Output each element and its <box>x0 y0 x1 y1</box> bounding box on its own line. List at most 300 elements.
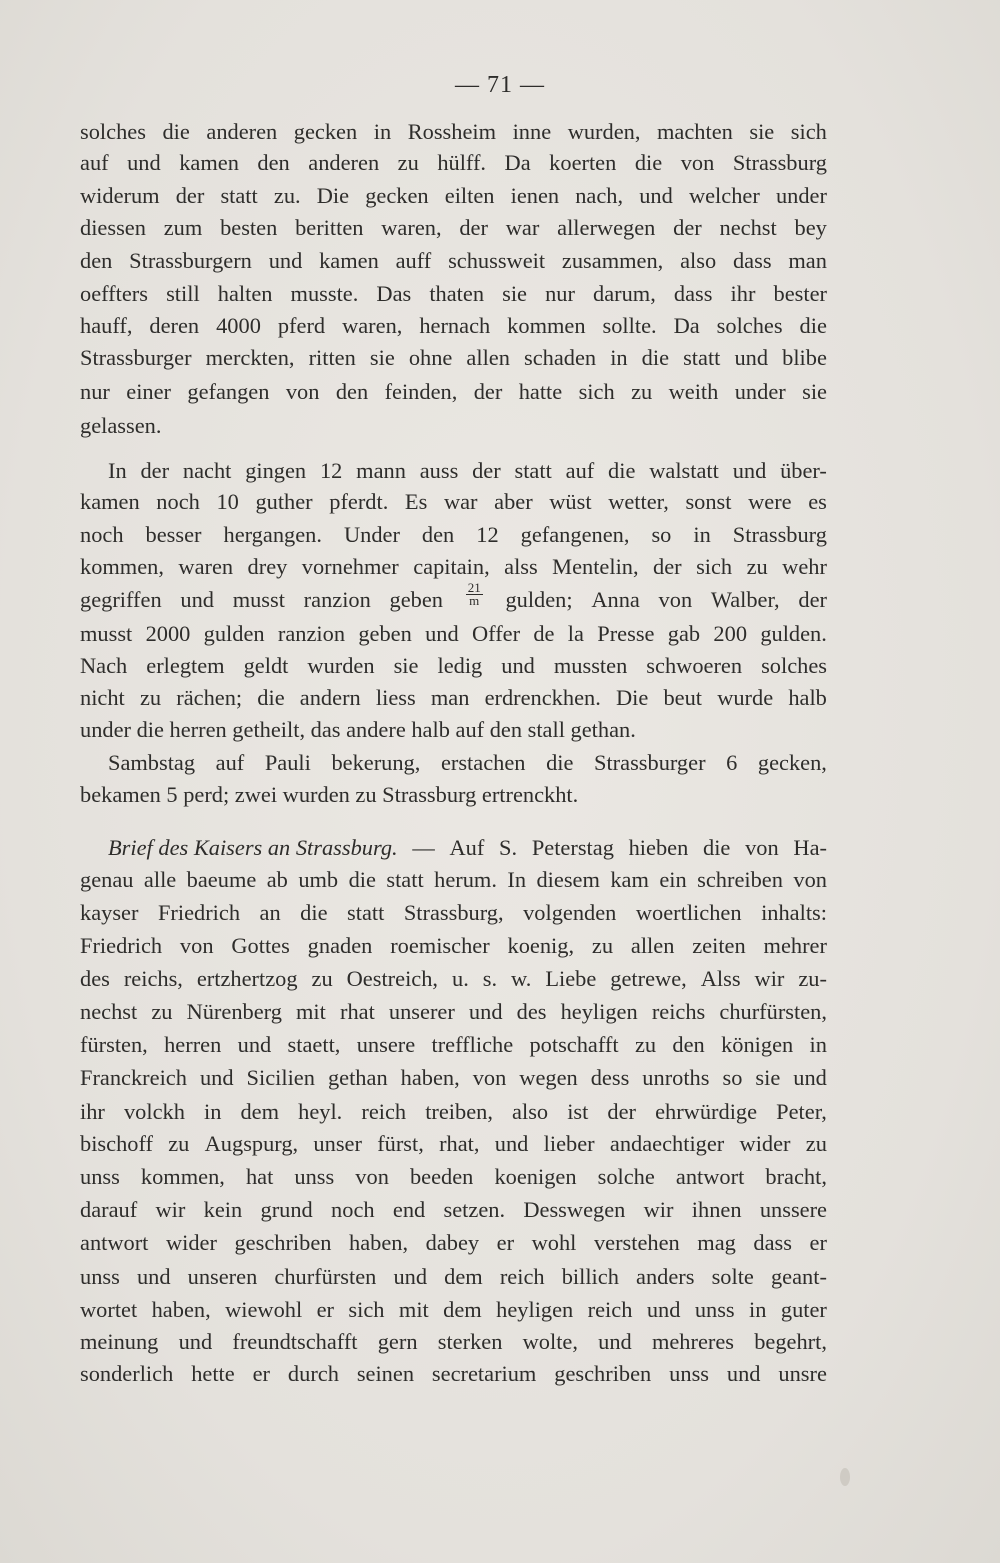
text-segment: begehrt, <box>754 1329 827 1354</box>
text-segment: er <box>809 1230 827 1255</box>
text-segment: volgenden <box>523 900 617 925</box>
text-segment: heyligen <box>496 1297 574 1322</box>
text-segment: 10 <box>216 489 239 514</box>
text-segment: setzen. <box>443 1197 506 1222</box>
text-segment: nacht <box>182 458 232 483</box>
text-segment: waren <box>178 554 234 579</box>
text-segment: den <box>257 150 290 175</box>
text-segment: unser <box>313 1131 362 1156</box>
text-segment: der <box>798 587 827 612</box>
text-segment: Die <box>316 183 350 208</box>
text-segment: der <box>673 215 702 240</box>
text-segment: drey <box>247 554 288 579</box>
text-line <box>80 1227 827 1259</box>
text-segment: solche <box>597 1164 655 1189</box>
text-segment: 12 <box>476 522 499 547</box>
text-segment: dass <box>753 1230 792 1255</box>
text-segment: end <box>392 1197 426 1222</box>
fraction-denominator: m <box>469 593 480 608</box>
text-segment: kamen <box>80 489 140 514</box>
text-segment: dem <box>443 1297 482 1322</box>
text-segment: pferd <box>277 313 326 338</box>
text-segment: dass <box>673 281 713 306</box>
text-segment: geschriben <box>554 1361 652 1386</box>
text-segment: herum. <box>434 867 497 892</box>
text-segment: und <box>734 345 769 370</box>
text-segment: zu <box>397 150 419 175</box>
text-segment: anderen <box>206 119 278 144</box>
text-segment: gefangen <box>187 379 270 404</box>
text-segment: still <box>166 281 200 306</box>
text-segment: Auf <box>449 835 485 860</box>
text-line <box>80 996 827 1028</box>
text-line <box>80 618 827 650</box>
text-segment: treiben, <box>425 1099 493 1124</box>
text-segment: Sambstag <box>108 750 196 775</box>
text-segment: hernach <box>419 313 491 338</box>
text-segment: unss <box>294 1164 335 1189</box>
text-segment: schreiben <box>697 867 783 892</box>
text-segment: getrewe, <box>610 966 687 991</box>
text-segment: statt <box>514 458 552 483</box>
text-line: bekamen 5 perd; zwei wurden zu Strassburg ertrenckht. <box>80 782 579 807</box>
text-segment: thaten <box>429 281 485 306</box>
text-segment: hauff, <box>80 313 133 338</box>
text-segment: wir <box>754 966 785 991</box>
text-segment: sie <box>802 379 827 404</box>
text-segment: wider <box>165 1230 217 1255</box>
text-segment: bischoff <box>80 1131 153 1156</box>
text-segment: sie <box>393 653 419 678</box>
text-segment: er <box>496 1230 515 1255</box>
text-segment: gefangenen, <box>520 522 630 547</box>
text-segment: ritten <box>308 345 356 370</box>
text-segment: reich <box>361 1099 407 1124</box>
text-segment: geben <box>389 587 443 612</box>
text-segment: widerum <box>80 183 160 208</box>
text-segment: und <box>425 621 459 646</box>
text-segment: hergangen. <box>223 522 322 547</box>
text-segment: statt <box>347 900 385 925</box>
text-segment: von <box>745 835 779 860</box>
text-segment: reichs <box>651 999 706 1024</box>
text-segment: allen <box>630 933 675 958</box>
text-segment: und <box>268 248 303 273</box>
text-segment: Anna <box>591 587 640 612</box>
text-line <box>80 180 827 212</box>
text-segment: die <box>634 150 663 175</box>
text-segment: oeffters <box>80 281 148 306</box>
text-line <box>80 1128 827 1160</box>
text-segment: wohl <box>531 1230 577 1255</box>
text-line <box>80 1261 827 1293</box>
text-segment: antwort <box>675 1164 745 1189</box>
text-segment: solches <box>80 119 146 144</box>
text-segment: gethan <box>327 1065 388 1090</box>
text-segment: pferdt. <box>329 489 389 514</box>
text-segment: darauf <box>80 1197 138 1222</box>
text-segment: die <box>641 345 670 370</box>
text-segment: Presse <box>597 621 655 646</box>
text-segment: s. <box>482 966 498 991</box>
text-segment: Friedrich <box>157 900 241 925</box>
text-segment: Peterstag <box>531 835 614 860</box>
text-segment: von <box>285 379 320 404</box>
text-segment: gecken <box>365 183 429 208</box>
text-segment: musst <box>232 587 285 612</box>
text-segment: koenig, <box>507 933 575 958</box>
text-segment: rächen; <box>176 685 243 710</box>
text-segment: Offer <box>471 621 521 646</box>
text-segment: schussweit <box>448 248 546 273</box>
text-segment: unss <box>669 1361 709 1386</box>
text-line: gelassen. <box>80 413 162 438</box>
fraction-numerator: 21 <box>467 580 481 595</box>
text-segment: der <box>140 458 170 483</box>
text-segment: secretarium <box>431 1361 537 1386</box>
text-segment: und <box>793 1065 827 1090</box>
text-segment: antwort <box>80 1230 149 1255</box>
text-segment: capitain, <box>413 554 490 579</box>
text-segment: sterken <box>437 1329 503 1354</box>
text-segment: es <box>808 489 827 514</box>
text-segment: halb <box>788 685 827 710</box>
text-segment: musst <box>80 621 133 646</box>
text-segment: den <box>672 1032 705 1057</box>
text-segment: der <box>175 183 205 208</box>
text-segment: Peter, <box>776 1099 827 1124</box>
text-segment: solches <box>761 653 827 678</box>
text-segment: welcher <box>688 183 760 208</box>
text-segment: la <box>567 621 584 646</box>
text-segment: Strassburg <box>732 150 827 175</box>
text-segment: schaden <box>524 345 597 370</box>
text-segment: Strassburger <box>594 750 706 775</box>
text-segment: hülff. <box>437 150 487 175</box>
text-segment: er <box>316 1297 335 1322</box>
text-segment: der <box>459 215 488 240</box>
text-line <box>80 930 827 962</box>
text-segment: man <box>430 685 470 710</box>
text-line <box>80 963 827 995</box>
text-segment: ranzion <box>277 621 346 646</box>
text-segment: anderen <box>308 150 380 175</box>
text-segment: wolte, <box>522 1329 578 1354</box>
text-segment: potschafft <box>529 1032 619 1057</box>
text-segment: die <box>257 685 285 710</box>
text-segment: roemischer <box>390 933 490 958</box>
text-line <box>80 342 827 374</box>
text-segment: den <box>335 379 369 404</box>
text-segment: Nach <box>80 653 128 678</box>
text-segment: einer <box>126 379 171 404</box>
text-segment: darum, <box>593 281 656 306</box>
text-segment: besten <box>220 215 278 240</box>
text-segment: war <box>505 215 540 240</box>
text-segment: waren, <box>342 313 403 338</box>
text-segment: und <box>732 458 767 483</box>
text-segment: noch <box>80 522 124 547</box>
text-segment: volckh <box>123 1099 185 1124</box>
text-segment: anders <box>636 1264 695 1289</box>
text-segment: waren, <box>381 215 442 240</box>
text-segment: koerten <box>549 150 617 175</box>
text-segment: in <box>693 522 711 547</box>
text-segment: nechst <box>80 999 138 1024</box>
text-segment: wider <box>739 1131 791 1156</box>
text-segment: wegen <box>519 1065 578 1090</box>
text-segment: der <box>653 554 682 579</box>
text-segment: churfürsten <box>274 1264 377 1289</box>
text-line <box>80 212 827 244</box>
text-segment: guther <box>255 489 313 514</box>
text-segment: bester <box>773 281 827 306</box>
text-line <box>80 580 827 616</box>
text-segment: herren <box>164 1032 222 1057</box>
text-segment: reich <box>499 1264 545 1289</box>
text-segment: man <box>788 248 827 273</box>
text-segment: statt <box>683 345 721 370</box>
text-segment: Under <box>343 522 400 547</box>
text-segment: der <box>473 379 503 404</box>
text-segment: den <box>80 248 113 273</box>
text-segment: so <box>651 522 672 547</box>
text-segment: liess <box>375 685 416 710</box>
text-segment: unssere <box>759 1197 827 1222</box>
text-segment: sie <box>749 119 775 144</box>
text-segment: und <box>646 1297 681 1322</box>
text-segment: gulden; <box>505 587 573 612</box>
text-segment: und <box>501 653 535 678</box>
text-segment: in <box>610 345 628 370</box>
text-segment: von <box>793 867 827 892</box>
text-segment: und <box>199 1065 234 1090</box>
text-segment: alle <box>143 867 177 892</box>
text-line <box>80 1161 827 1193</box>
text-segment: wüst <box>549 489 592 514</box>
text-segment: die <box>799 313 827 338</box>
text-segment: beritten <box>295 215 364 240</box>
text-segment: den <box>421 522 455 547</box>
text-segment: zu <box>591 933 614 958</box>
text-segment: von <box>355 1164 389 1189</box>
text-segment: gnaden <box>307 933 373 958</box>
text-segment: halten <box>217 281 273 306</box>
text-segment: auf <box>215 750 245 775</box>
text-segment: andaechtiger <box>609 1131 725 1156</box>
text-segment: unsre <box>778 1361 827 1386</box>
text-segment: ienen <box>510 183 560 208</box>
text-segment: unsere <box>356 1032 416 1057</box>
text-segment: w. <box>511 966 532 991</box>
text-line <box>80 1326 827 1358</box>
text-segment: gulden. <box>760 621 827 646</box>
text-line <box>80 1096 827 1128</box>
text-segment: under <box>734 379 786 404</box>
text-segment: und <box>393 1264 428 1289</box>
text-segment: gecken, <box>757 750 827 775</box>
text-segment: königen <box>721 1032 794 1057</box>
text-segment: weith <box>668 379 719 404</box>
text-segment: unroths <box>642 1065 710 1090</box>
text-segment: merckten, <box>205 345 295 370</box>
text-line <box>80 1358 827 1390</box>
text-segment: ab <box>266 867 288 892</box>
text-segment: Liebe <box>545 966 597 991</box>
text-segment: und <box>468 999 503 1024</box>
text-segment: sonst <box>685 489 732 514</box>
text-segment: ertzhertzog <box>196 966 298 991</box>
text-line <box>80 682 827 714</box>
text-line <box>80 1062 827 1094</box>
text-segment: guter <box>780 1297 827 1322</box>
text-segment: bracht, <box>765 1164 827 1189</box>
text-segment: 2000 <box>145 621 191 646</box>
text-segment: rhat <box>339 999 375 1024</box>
text-segment: under <box>775 183 827 208</box>
text-segment: sie <box>502 281 527 306</box>
text-segment: Es <box>404 489 428 514</box>
text-segment: kayser <box>80 900 139 925</box>
text-line <box>80 519 827 551</box>
text-line <box>80 864 827 896</box>
text-segment: Friedrich <box>80 933 163 958</box>
text-segment: ihr <box>730 281 756 306</box>
text-segment: hette <box>191 1361 235 1386</box>
text-segment: in <box>373 119 392 144</box>
text-segment: Da <box>504 150 531 175</box>
text-segment: diesem <box>536 867 600 892</box>
text-segment: rhat, <box>439 1131 480 1156</box>
text-segment: sollte. <box>602 313 657 338</box>
text-segment: freundtschafft <box>232 1329 358 1354</box>
text-segment: aber <box>494 489 533 514</box>
text-segment: unss <box>694 1297 735 1322</box>
text-segment: die <box>608 458 636 483</box>
text-segment: geschriben <box>234 1230 332 1255</box>
text-segment: des <box>516 999 547 1024</box>
text-segment: bey <box>794 215 827 240</box>
text-segment: durch <box>287 1361 339 1386</box>
text-segment: schwoeren <box>646 653 743 678</box>
text-segment: war <box>443 489 478 514</box>
text-segment: ihnen <box>691 1197 742 1222</box>
text-segment: sich <box>348 1297 385 1322</box>
text-segment: zu- <box>798 966 827 991</box>
text-segment: über- <box>780 458 827 483</box>
text-segment: haben, <box>151 1297 211 1322</box>
text-segment: die <box>162 119 190 144</box>
text-segment: Sicilien <box>246 1065 315 1090</box>
text-segment: von <box>472 1065 507 1090</box>
text-segment: dess <box>590 1065 630 1090</box>
text-segment: sich <box>578 379 615 404</box>
text-line <box>80 310 827 342</box>
text-segment: und <box>598 1329 632 1354</box>
text-line: under die herren getheilt, das andere halb auf den stall gethan. <box>80 717 636 742</box>
section-heading: Brief des Kaisers an Strassburg. <box>108 835 398 860</box>
text-segment: grund <box>260 1197 313 1222</box>
text-segment: und <box>180 587 214 612</box>
text-segment: er <box>252 1361 271 1386</box>
text-segment: gegriffen <box>80 587 162 612</box>
text-segment: und <box>237 1032 272 1057</box>
text-segment: churfürsten, <box>719 999 827 1024</box>
text-segment: wurde <box>717 685 774 710</box>
text-segment: erstachen <box>440 750 526 775</box>
text-segment: Desswegen <box>523 1197 626 1222</box>
text-segment: wortet <box>80 1297 138 1322</box>
text-segment: geldt <box>243 653 289 678</box>
text-segment: Strassburg <box>732 522 827 547</box>
text-segment: — <box>412 835 435 860</box>
text-segment: de <box>533 621 555 646</box>
text-segment: kam <box>610 867 649 892</box>
text-segment: solte <box>711 1264 754 1289</box>
text-segment: dabey <box>425 1230 480 1255</box>
text-segment: Gottes <box>231 933 290 958</box>
text-segment: were <box>748 489 792 514</box>
text-segment: statt <box>220 183 258 208</box>
text-segment: Das <box>376 281 412 306</box>
text-segment: In <box>507 867 527 892</box>
text-segment: noch <box>156 489 200 514</box>
text-segment: u. <box>452 966 469 991</box>
text-segment: ist <box>567 1099 589 1124</box>
text-segment: unss <box>80 1264 120 1289</box>
text-segment: reichs, <box>123 966 183 991</box>
text-segment: koenigen <box>494 1164 577 1189</box>
text-segment: unss <box>80 1164 120 1189</box>
text-segment: unseren <box>187 1264 258 1289</box>
text-segment: allen <box>466 345 510 370</box>
text-segment: zu <box>311 966 333 991</box>
text-segment: ledig <box>437 653 483 678</box>
text-segment: woertlichen <box>635 900 742 925</box>
text-segment: gab <box>667 621 701 646</box>
text-segment: baeume <box>186 867 257 892</box>
text-segment: wir <box>643 1197 674 1222</box>
text-segment: nur <box>80 379 110 404</box>
text-segment: reich <box>587 1297 633 1322</box>
text-segment: auss <box>419 458 459 483</box>
text-segment: erlegtem <box>146 653 225 678</box>
text-line <box>80 1294 827 1326</box>
text-segment: und <box>178 1329 213 1354</box>
text-segment: vornehmer <box>301 554 399 579</box>
text-segment: heyligen <box>560 999 638 1024</box>
text-segment: walstatt <box>649 458 719 483</box>
fraction <box>466 582 483 614</box>
text-segment: zu <box>139 685 162 710</box>
text-segment: also <box>680 248 717 273</box>
text-segment: solches <box>716 313 783 338</box>
text-segment: geant- <box>770 1264 827 1289</box>
text-segment: fürsten, <box>80 1032 148 1057</box>
text-segment: sie <box>369 345 395 370</box>
text-segment: Strassburgern <box>129 248 252 273</box>
text-segment: Walber, <box>710 587 780 612</box>
text-segment: auf <box>80 150 109 175</box>
text-segment: Rossheim <box>407 119 497 144</box>
text-segment: zu <box>631 379 653 404</box>
text-segment: kamen <box>319 248 379 273</box>
text-segment: zu <box>746 554 768 579</box>
text-line <box>108 747 827 779</box>
paper-speck <box>840 1468 850 1486</box>
text-segment: so <box>722 1065 743 1090</box>
text-segment: nechst <box>719 215 777 240</box>
